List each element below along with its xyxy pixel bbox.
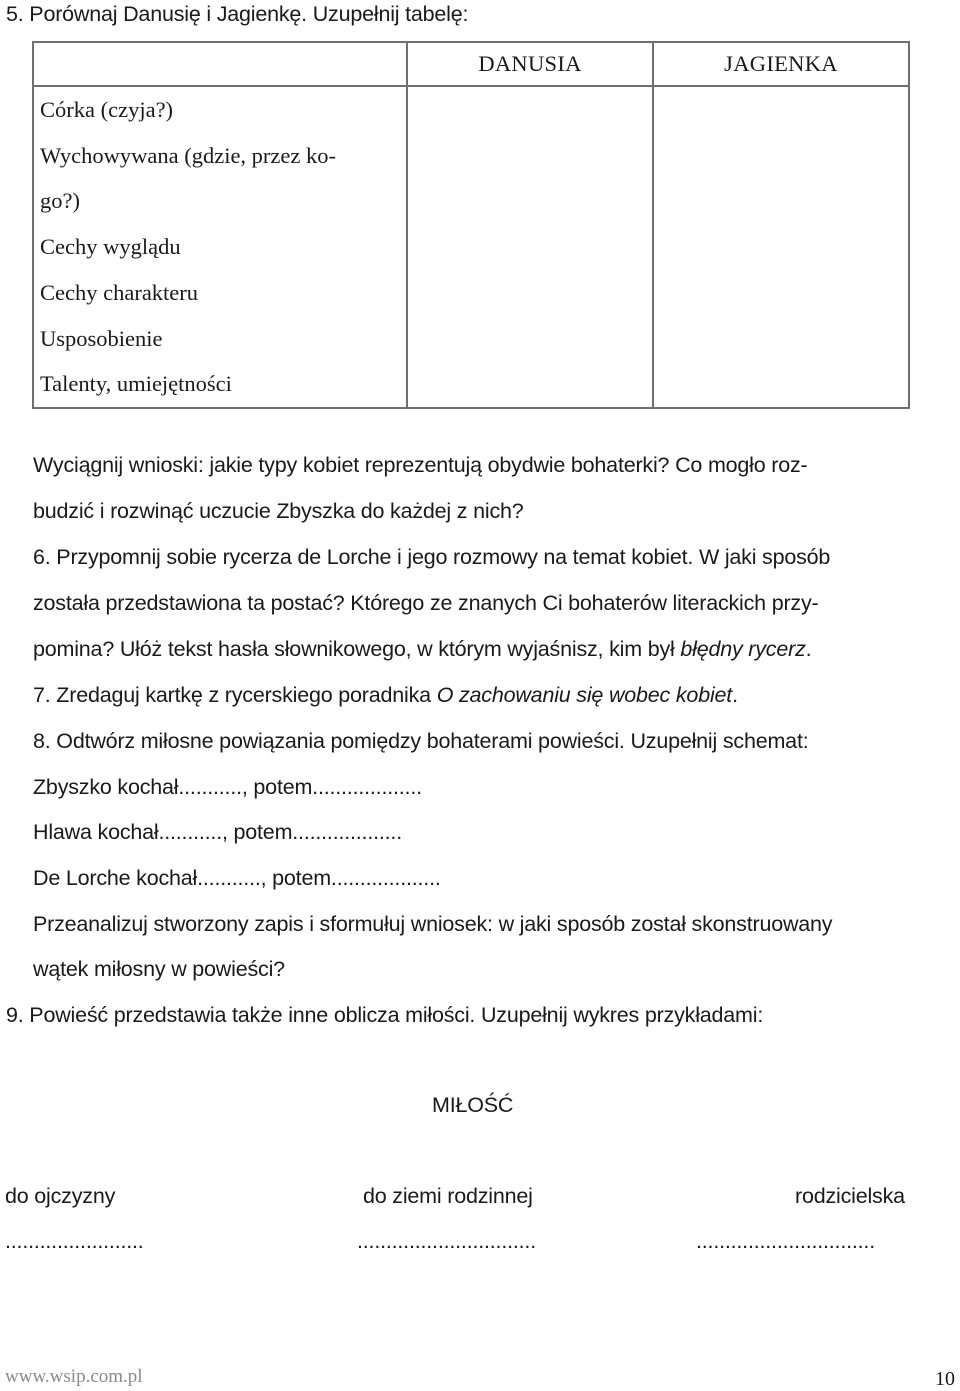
row-label: Wychowywana (gdzie, przez ko- <box>40 142 337 168</box>
q7-end: . <box>732 683 738 707</box>
q6-term-italic: błędny rycerz <box>680 637 806 661</box>
q8-scheme-hlawa[interactable]: Hlawa kochał..........., potem................... <box>33 820 402 844</box>
q5-conclusion-line-2: budzić i rozwinąć uczucie Zbyszka do każdej z nich? <box>33 499 524 523</box>
table-body-row <box>33 86 909 408</box>
table-corner-cell <box>33 42 407 86</box>
branch-native-land: do ziemi rodzinnej <box>363 1184 533 1208</box>
q8-analysis-line-1: Przeanalizuj stworzony zapis i sformułuj wniosek: w jaki sposób został skonstruowany <box>33 912 833 936</box>
row-label: Usposobienie <box>40 325 163 351</box>
q6-line-2: została przedstawiona ta postać? Którego ze znanych Ci bohaterów literackich przy- <box>33 591 819 615</box>
branch-homeland: do ojczyzny <box>5 1184 116 1208</box>
q8-analysis-line-2: wątek miłosny w powieści? <box>33 957 285 981</box>
footer-site[interactable]: www.wsip.com.pl <box>5 1366 143 1387</box>
table-header-row <box>33 42 909 86</box>
jagienka-answer-cell[interactable] <box>653 86 909 408</box>
q9-line: 9. Powieść przedstawia także inne oblicza miłości. Uzupełnij wykres przykładami: <box>6 1003 764 1027</box>
q6-line-3-text: pomina? Ułóż tekst hasła słownikowego, w którym wyjaśnisz, kim był <box>33 637 681 661</box>
q6-line-1: 6. Przypomnij sobie rycerza de Lorche i jego rozmowy na temat kobiet. W jaki sposób <box>33 545 831 569</box>
row-label: Talenty, umiejętności <box>40 371 232 397</box>
row-labels-cell <box>33 86 407 408</box>
q7-text: 7. Zredaguj kartkę z rycerskiego poradnika <box>33 683 437 707</box>
comparison-table <box>32 41 910 409</box>
diagram-center-love: MIŁOŚĆ <box>432 1093 514 1117</box>
blank-native-land[interactable]: ............................... <box>357 1229 536 1253</box>
q5-conclusion-line-1: Wyciągnij wnioski: jakie typy kobiet reprezentują obydwie bohaterki? Co mogło roz- <box>33 453 808 477</box>
row-label: go?) <box>40 188 80 214</box>
row-label: Córka (czyja?) <box>40 97 174 122</box>
q7-line <box>33 683 738 708</box>
q8-scheme-zbyszko[interactable]: Zbyszko kochał..........., potem................... <box>33 775 422 799</box>
column-header-danusia: DANUSIA <box>407 42 653 86</box>
blank-parental[interactable]: ............................... <box>696 1229 875 1253</box>
q7-title-italic: O zachowaniu się wobec kobiet <box>436 683 733 707</box>
column-header-jagienka: JAGIENKA <box>653 42 909 86</box>
row-label: Cechy wyglądu <box>40 234 181 260</box>
row-label: Cechy charakteru <box>40 279 199 305</box>
danusia-answer-cell[interactable] <box>407 86 653 408</box>
q8-scheme-de-lorche[interactable]: De Lorche kochał..........., potem................... <box>33 866 441 890</box>
blank-homeland[interactable]: ........................ <box>5 1229 144 1253</box>
q8-line-1: 8. Odtwórz miłosne powiązania pomiędzy bohaterami powieści. Uzupełnij schemat: <box>33 729 809 753</box>
q6-line-3-end: . <box>805 637 812 661</box>
q6-line-3 <box>33 637 811 662</box>
branch-parental: rodzicielska <box>795 1184 905 1208</box>
q5-heading: 5. Porównaj Danusię i Jagienkę. Uzupełnij tabelę: <box>6 2 469 26</box>
page-number: 10 <box>935 1368 955 1390</box>
